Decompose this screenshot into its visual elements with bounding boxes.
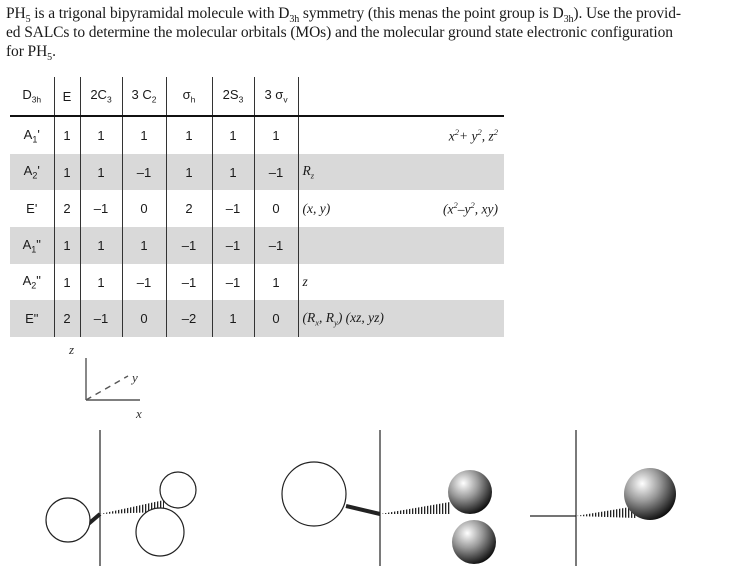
problem-statement <box>6 4 734 64</box>
h-orbital-shaded-right <box>624 468 676 520</box>
class-sigma-h: $\sigma_h$ <box>166 77 212 116</box>
character-cell: 1 <box>122 227 166 264</box>
character-cell: 1 <box>212 116 254 154</box>
quadratic-cell <box>392 264 504 301</box>
intro-line-2: ed SALCs to determine the molecular orbitals (MOs) and the molecular ground state electronic configuration <box>6 24 673 41</box>
irrep-row <box>10 190 504 227</box>
header-row <box>10 77 504 116</box>
character-cell: –1 <box>212 227 254 264</box>
quadratic-cell: ($x^2-y^2$, xy) <box>443 199 498 217</box>
character-cell: 1 <box>54 116 80 154</box>
salc-orbital-diagrams <box>40 430 720 566</box>
character-cell: 0 <box>254 300 298 337</box>
character-cell: 2 <box>54 190 80 227</box>
character-cell: 0 <box>122 300 166 337</box>
character-cell: –1 <box>254 227 298 264</box>
h-orbital-lower <box>136 508 184 556</box>
character-cell: 1 <box>80 154 122 191</box>
y-axis <box>86 376 128 400</box>
intro-line-3: for $PH_5$. <box>6 43 56 64</box>
h-orbital-large <box>282 462 346 526</box>
linear-rotation-cell: z <box>302 274 308 290</box>
character-cell: –2 <box>166 300 212 337</box>
irrep-row <box>10 154 504 191</box>
salc-diagram-2 <box>282 430 496 566</box>
class-3sigma-v: 3 $\sigma_v$ <box>254 77 298 116</box>
intro-line-1: $PH_5$ is a trigonal bipyramidal molecule with $D_{3h}$ symmetry (this menas the point group is $D_{3h}$). Use the provid- <box>6 5 681 26</box>
irrep-row <box>10 227 504 264</box>
irrep-label: $A_2'$ <box>10 154 54 191</box>
character-cell: 1 <box>212 300 254 337</box>
salc-diagram-3 <box>530 430 676 566</box>
character-cell: 1 <box>54 227 80 264</box>
character-cell: 1 <box>254 116 298 154</box>
character-cell: –1 <box>212 264 254 301</box>
character-cell: 1 <box>166 154 212 191</box>
irrep-row <box>10 116 504 154</box>
axis-z-label: z <box>69 342 75 357</box>
character-cell: –1 <box>254 154 298 191</box>
irrep-label: $A_2$" <box>10 264 54 301</box>
class-3c2: 3 $C_2$ <box>122 77 166 116</box>
character-cell: –1 <box>80 300 122 337</box>
quadratic-cell <box>392 227 504 264</box>
character-cell: 2 <box>54 300 80 337</box>
linear-rotation-cell: $R_z$ <box>298 154 392 191</box>
character-cell: 2 <box>166 190 212 227</box>
character-cell: 1 <box>54 154 80 191</box>
character-cell: 1 <box>80 264 122 301</box>
character-cell: 0 <box>122 190 166 227</box>
character-cell: 1 <box>254 264 298 301</box>
class-2c3: $2C_3$ <box>80 77 122 116</box>
character-cell: –1 <box>212 190 254 227</box>
h-orbital-upper <box>160 472 196 508</box>
linear-rotation-cell <box>298 116 392 154</box>
character-cell: 1 <box>80 116 122 154</box>
character-cell: –1 <box>122 264 166 301</box>
character-cell: 1 <box>166 116 212 154</box>
character-cell: 0 <box>254 190 298 227</box>
irrep-label: E" <box>10 300 54 337</box>
quadratic-cell <box>392 154 504 191</box>
character-cell: –1 <box>166 264 212 301</box>
character-table <box>10 77 504 337</box>
character-cell: 1 <box>212 154 254 191</box>
irrep-label: $A_1$" <box>10 227 54 264</box>
linear-rotation-cell: ($R_x$, $R_y$) (xz, yz) <box>298 300 392 337</box>
class-2s3: $2S_3$ <box>212 77 254 116</box>
linear-rotation-cell <box>298 227 392 264</box>
h-orbital-shaded-upper <box>448 470 492 514</box>
irrep-row <box>10 264 504 301</box>
irrep-label: $A_1'$ <box>10 116 54 154</box>
character-cell: 1 <box>122 116 166 154</box>
irrep-row <box>10 300 504 337</box>
axis-x-label: x <box>136 406 142 421</box>
salc-diagram-1 <box>46 430 196 566</box>
irrep-label: E' <box>10 190 54 227</box>
quadratic-cell: $x^2+ y^2$, $z^2$ <box>448 126 498 144</box>
axis-diagram <box>60 338 170 428</box>
h-orbital-shaded-lower <box>452 520 496 564</box>
character-cell: 1 <box>54 264 80 301</box>
quadratic-cell <box>392 300 504 337</box>
class-e: E <box>54 77 80 116</box>
character-cell: 1 <box>80 227 122 264</box>
point-group-label: $D_{3h}$ <box>10 77 54 116</box>
h-orbital-left <box>46 498 90 542</box>
linear-rotation-cell: (x, y) <box>302 200 331 216</box>
axis-y-label: y <box>132 370 138 385</box>
character-cell: –1 <box>122 154 166 191</box>
character-cell: –1 <box>166 227 212 264</box>
character-cell: –1 <box>80 190 122 227</box>
